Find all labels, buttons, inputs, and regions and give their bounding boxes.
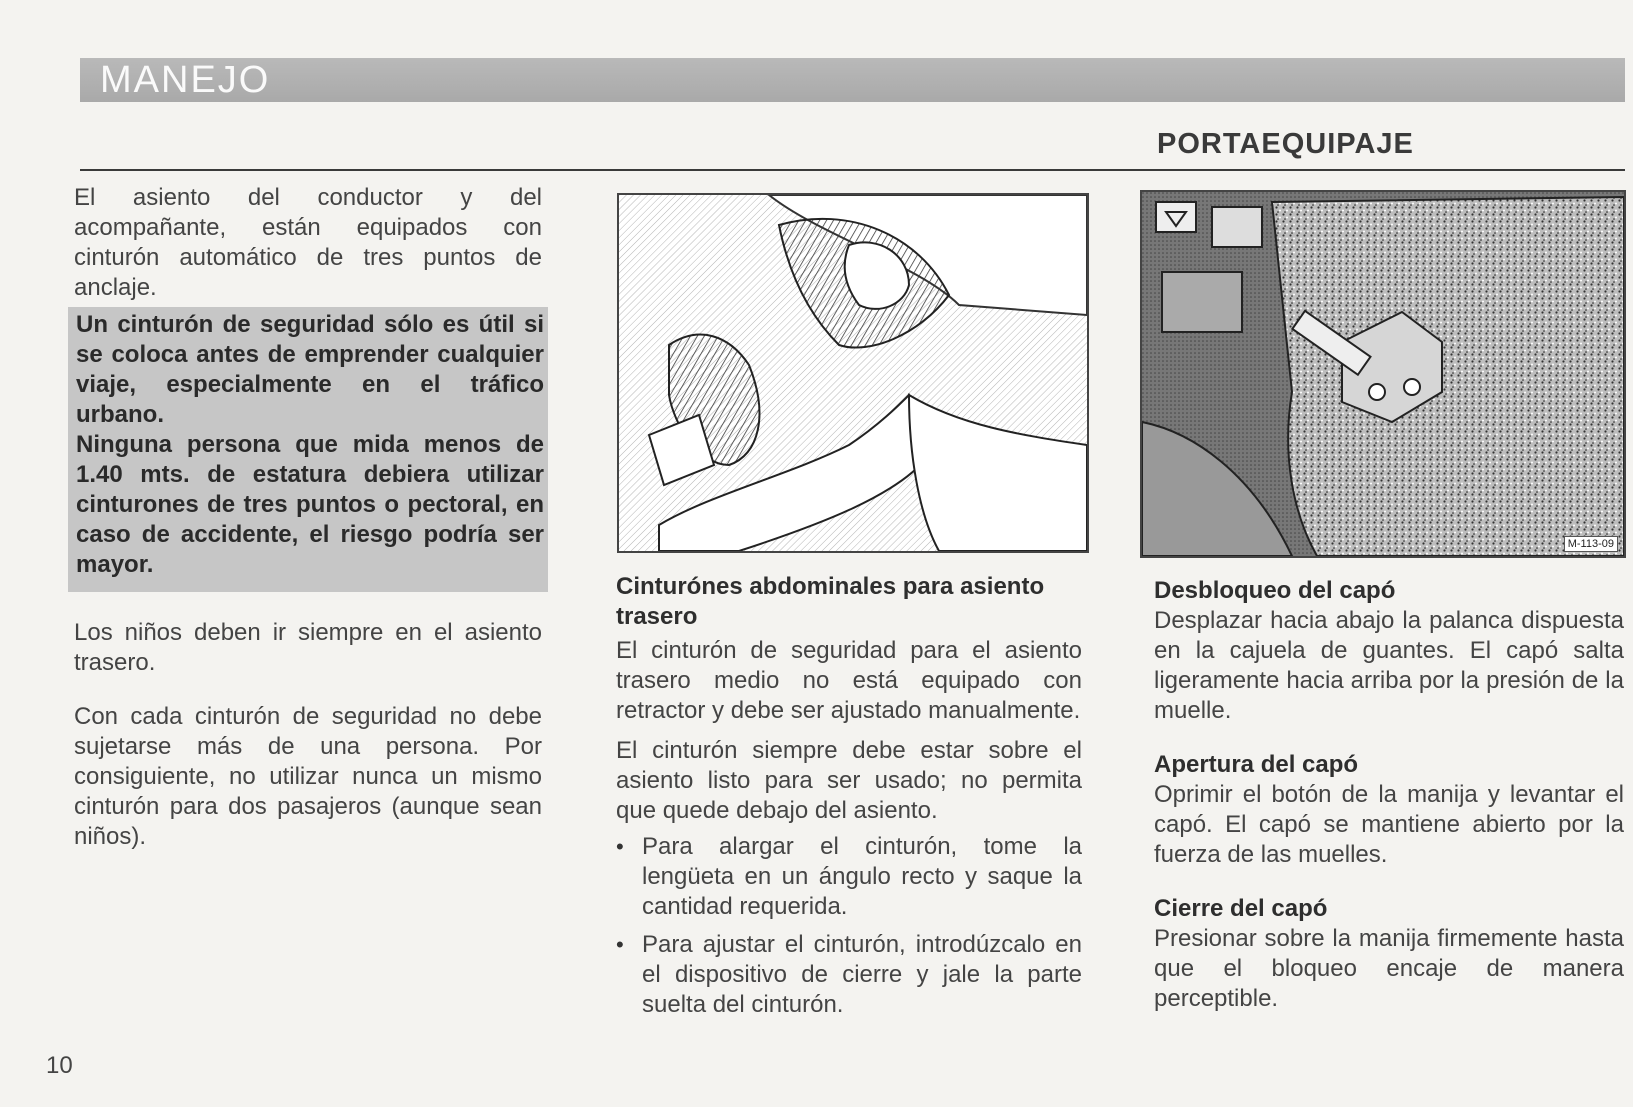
hood-release-illustration [1140, 190, 1626, 558]
subsection-title: PORTAEQUIPAJE [1157, 128, 1414, 160]
bullet-text: Para ajustar el cinturón, introdúzcalo en el dispositivo de cierre y jale la parte suelta del cinturón. [642, 931, 1082, 1018]
hood-open-text: Oprimir el botón de la manija y levantar el capó. El capó se mantiene abierto por la fuerza de las muelles. [1154, 781, 1624, 868]
header-bar [80, 58, 1625, 102]
warning-paragraph-2: Ninguna persona que mida menos de 1.40 mts. de estatura debiera utilizar cinturones de tres puntos o pectoral, en caso de accidente, el riesgo podría ser mayor. [76, 431, 544, 578]
hood-release-drawing [1142, 192, 1624, 556]
warning-paragraph-1: Un cinturón de seguridad sólo es útil si se coloca antes de emprender cualquier viaje, especialmente en el tráfico urbano. [76, 311, 544, 428]
warning-text [76, 310, 544, 580]
column-1-lower [74, 618, 542, 852]
intro-paragraph: El asiento del conductor y del acompañante, están equipados con cinturón automático de tres puntos de anclaje. [74, 184, 542, 301]
bullet-item [616, 930, 1082, 1020]
one-person-paragraph: Con cada cinturón de seguridad no debe sujetarse más de una persona. Por consiguiente, no utilizar nunca un mismo cinturón para dos pasajeros (aunque sean niños). [74, 703, 542, 850]
hood-close-heading: Cierre del capó [1154, 895, 1328, 922]
figure-code: M-113-09 [1564, 536, 1618, 552]
seatbelt-illustration [617, 193, 1089, 553]
bullet-dot: • [616, 932, 624, 957]
rear-belt-paragraph-2: El cinturón siempre debe estar sobre el asiento listo para ser usado; no permita que quede debajo del asiento. [616, 737, 1082, 824]
bullet-dot: • [616, 834, 624, 859]
bullet-item [616, 832, 1082, 922]
hood-close-text: Presionar sobre la manija firmemente hasta que el bloqueo encaje de manera perceptible. [1154, 925, 1624, 1012]
bullet-text: Para alargar el cinturón, tome la lengüeta en un ángulo recto y saque la cantidad requerida. [642, 833, 1082, 920]
page-number: 10 [46, 1052, 73, 1079]
seatbelt-drawing [619, 195, 1087, 551]
hood-unlock-text: Desplazar hacia abajo la palanca dispuesta en la cajuela de guantes. El capó salta ligeramente hacia arriba por la presión de la muelle. [1154, 607, 1624, 724]
hood-unlock-heading: Desbloqueo del capó [1154, 577, 1396, 604]
children-paragraph: Los niños deben ir siempre en el asiento trasero. [74, 619, 542, 676]
column-1 [74, 183, 542, 303]
rear-belt-paragraph-1: El cinturón de seguridad para el asiento trasero medio no está equipado con retractor y debe ser ajustado manualmente. [616, 637, 1082, 724]
column-2 [616, 572, 1082, 1020]
header-rule [80, 169, 1625, 171]
section-title: MANEJO [100, 59, 271, 101]
column-3 [1154, 576, 1624, 1014]
rear-belt-heading: Cinturónes abdominales para asiento trasero [616, 573, 1045, 630]
hood-open-heading: Apertura del capó [1154, 751, 1359, 778]
